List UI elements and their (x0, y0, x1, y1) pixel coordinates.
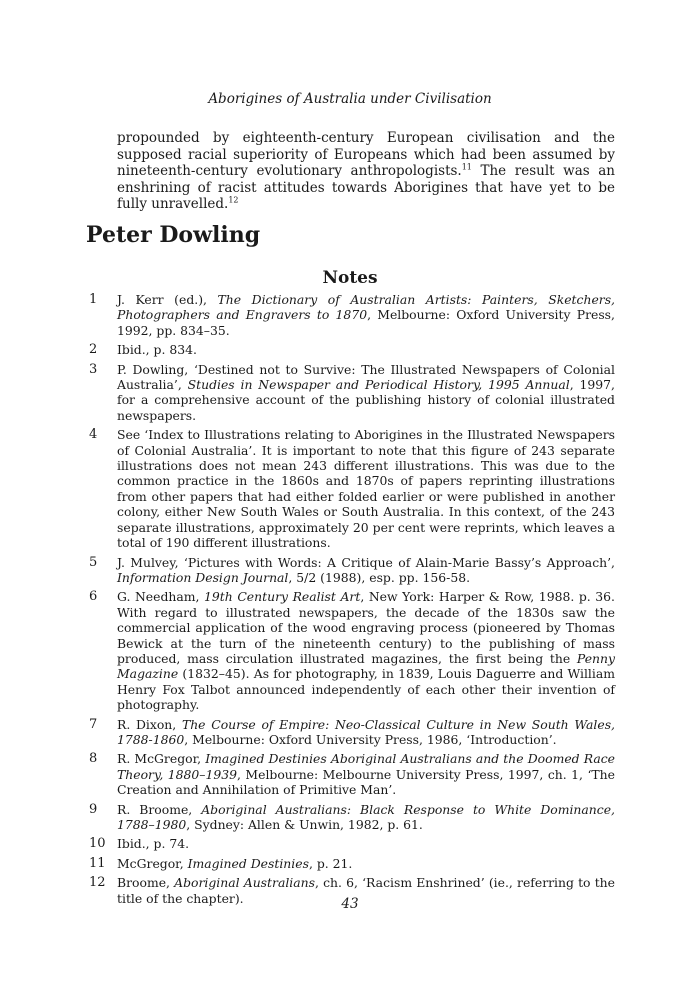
note-number: 10 (89, 836, 106, 852)
note-text-part: Broome, (117, 875, 175, 891)
note-number: 8 (89, 751, 98, 767)
notes-heading: Notes (322, 268, 378, 288)
note-text (117, 362, 615, 424)
note-title-italic: The Dictionary of Australian Artists: Painters, Sketchers, Photographers and Engravers to 1870 (117, 292, 616, 323)
note-title-italic: Imagined Destinies Aboriginal Australians and the Doomed Race Theory, 1880–1939 (117, 751, 615, 782)
page-number: 43 (341, 896, 359, 912)
note-text-part: , New York: Harper & Row, 1988. p. 36. With regard to illustrated newspapers, the decade of the 1830s saw the commercial application of the wood engraving process (pioneered by Thomas Bewick at the turn of the nineteenth century) to the publishing of mass produced, mass circulation illustrated magazines, the first being the (117, 589, 615, 666)
note-text-part: (1832–45). As for photography, in 1839, Louis Daguerre and William Henry Fox Talbot announced independently of each other their invention of photography. (117, 666, 615, 713)
notes-list (86, 292, 615, 910)
note-item (86, 751, 615, 797)
note-text-part: , Melbourne: Oxford University Press, 1992, pp. 834–35. (117, 307, 615, 338)
note-item (86, 717, 615, 748)
note-item (86, 292, 615, 338)
note-number: 4 (89, 427, 98, 443)
note-text-part: , ch. 6, ‘Racism Enshrined’ (ie., referring to the title of the chapter). (117, 875, 615, 906)
note-number: 5 (89, 554, 98, 570)
note-title-italic: 19th Century Realist Art (204, 589, 361, 605)
note-text-part: , Melbourne: Melbourne University Press, 1997, ch. 1, ‘The Creation and Annihilation of Primitive Man’. (117, 766, 615, 798)
note-text (117, 717, 615, 748)
note-text (117, 836, 615, 851)
note-item (86, 555, 615, 586)
running-head: Aborigines of Australia under Civilisation (208, 91, 492, 107)
note-title-italic: Penny Magazine (117, 650, 615, 682)
note-number: 12 (89, 875, 106, 891)
note-text-part: P. Dowling, ‘Destined not to Survive: The Illustrated Newspapers of Colonial Australia’, (117, 361, 615, 393)
note-text-part: , 5/2 (1988), esp. pp. 156-58. (288, 569, 471, 585)
note-item (86, 589, 615, 712)
note-text-part: See ‘Index to Illustrations relating to Aborigines in the Illustrated Newspapers of Colonial Australia’. It is important to note that this figure of 243 separate illustrations does not mean 243 different illustrations. This was due to the common practice in the 1860s and 1870s of papers reprinting illustrations from other papers that had either folded earlier or were published in another colony, either New South Wales or South Australia. In this context, of the 243 separate illustrations, approximately 20 per cent were reprints, which leaves a total of 190 different illustrations. (117, 427, 615, 551)
intro-text: propounded by eighteenth-century European civilisation and the supposed racial superiority of Europeans which had been assumed by nineteenth-century evolutionary anthropologists. (117, 130, 615, 180)
note-title-italic: The Course of Empire: Neo-Classical Culture in New South Wales, 1788-1860 (117, 716, 615, 747)
note-text (117, 589, 615, 712)
note-title-italic: Aboriginal Australians: Black Response to White Dominance, 1788–1980 (117, 801, 615, 832)
note-title-italic: Imagined Destinies (187, 855, 309, 871)
note-number: 9 (89, 801, 98, 817)
note-text-part: , Sydney: Allen & Unwin, 1982, p. 61. (186, 817, 423, 832)
note-text (117, 427, 615, 550)
note-number: 3 (89, 361, 98, 377)
note-text-part: Ibid., p. 74. (117, 836, 190, 852)
note-title-italic: Information Design Journal (117, 569, 289, 585)
note-title-italic: Aboriginal Australians (174, 875, 315, 891)
note-text-part: G. Needham, (117, 589, 205, 605)
note-number: 2 (89, 342, 98, 358)
note-item (86, 856, 615, 871)
note-text (117, 802, 615, 833)
note-text-part: , Melbourne: Oxford University Press, 1986, ‘Introduction’. (184, 731, 557, 747)
note-item (86, 427, 615, 550)
footnote-ref: 12 (228, 195, 239, 205)
note-number: 11 (89, 855, 106, 871)
author-name: Peter Dowling (86, 222, 261, 248)
intro-text-continued: The result was an enshrining of racist attitudes towards Aborigines that have yet to be fully unravelled. (117, 163, 615, 213)
note-text-part: J. Mulvey, ‘Pictures with Words: A Critique of Alain-Marie Bassy’s Approach’, (117, 554, 615, 570)
note-text-part: Ibid., p. 834. (117, 342, 197, 358)
note-text-part: J. Kerr (ed.), (117, 292, 218, 307)
note-text (117, 555, 615, 586)
note-text (117, 292, 615, 338)
note-text-part: R. Dixon, (117, 716, 182, 732)
note-item (86, 342, 615, 357)
note-text-part: R. McGregor, (117, 751, 206, 767)
note-item (86, 362, 615, 424)
note-text-part: McGregor, (117, 855, 188, 871)
footnote-ref: 11 (461, 162, 472, 172)
note-text-part: R. Broome, (117, 801, 202, 817)
note-text (117, 342, 615, 357)
note-number: 1 (89, 292, 98, 307)
note-number: 7 (89, 716, 98, 732)
note-title-italic: Studies in Newspaper and Periodical History, 1995 Annual (187, 377, 570, 393)
note-item (86, 836, 615, 851)
note-text-part: , 1997, for a comprehensive account of the publishing history of colonial illustrated newspapers. (117, 377, 615, 423)
note-number: 6 (89, 589, 98, 605)
note-text-part: , p. 21. (308, 855, 353, 871)
note-text (117, 751, 615, 797)
note-text (117, 856, 615, 871)
note-item (86, 802, 615, 833)
intro-paragraph (117, 130, 615, 213)
